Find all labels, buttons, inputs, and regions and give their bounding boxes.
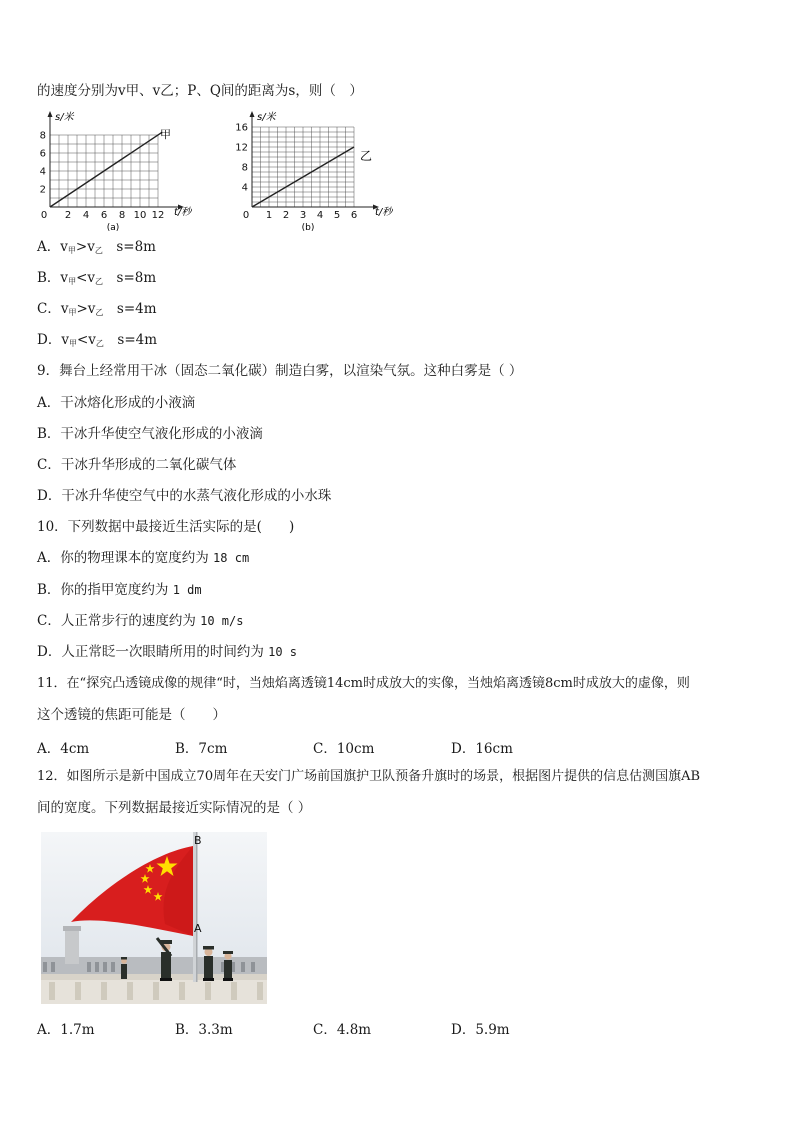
- x-tick-label: 4: [82, 210, 90, 221]
- y-tick-label: 8: [39, 130, 46, 142]
- series-line-jia: [50, 132, 162, 207]
- q12-stem-line2: 间的宽度。下列数据最接近实际情况的是（ ）: [37, 800, 312, 816]
- x-tick-label: 6: [350, 210, 358, 221]
- q10-option-a[interactable]: A．你的物理课本的宽度约为 18 cm: [37, 550, 250, 566]
- flag-raising-photo: [41, 832, 267, 1004]
- label-b: B: [194, 834, 202, 847]
- q10-option-d[interactable]: D．人正常眨一次眼睛所用的时间约为 10 s: [37, 644, 298, 660]
- q11-stem-line2: 这个透镜的焦距可能是（ ）: [37, 707, 226, 723]
- q9-option-a[interactable]: A．干冰熔化形成的小液滴: [37, 395, 196, 411]
- q10-option-c[interactable]: C．人正常步行的速度约为 10 m/s: [37, 613, 244, 629]
- q11-option-a[interactable]: A．4cm: [37, 741, 90, 757]
- y-axis-label: s/米: [257, 112, 276, 123]
- x-tick-label: 10: [133, 210, 147, 221]
- graph-a: [33, 108, 218, 234]
- q9-option-b[interactable]: B．干冰升华使空气液化形成的小液滴: [37, 426, 263, 442]
- series-label-yi: 乙: [360, 149, 373, 163]
- x-tick-label: 2: [282, 210, 290, 221]
- q8-option-b[interactable]: B．$v_甲<v_乙$ s=8m: [37, 270, 157, 286]
- q10-option-b[interactable]: B．你的指甲宽度约为 1 dm: [37, 582, 202, 598]
- x-tick-label: 8: [118, 210, 126, 221]
- y-tick-label: 4: [39, 166, 46, 178]
- q8-option-c[interactable]: C．$v_甲>v_乙$ s=4m: [37, 301, 157, 317]
- x-axis-label: t/秒: [375, 207, 393, 218]
- x-tick-label: 0: [242, 210, 250, 221]
- q11-option-c[interactable]: C．10cm: [313, 741, 375, 757]
- label-a: A: [194, 922, 202, 935]
- q11-option-d[interactable]: D．16cm: [451, 741, 513, 757]
- q11-stem-line1: 11．在“探究凸透镜成像的规律“时，当烛焰离透镜14cm时成放大的实像，当烛焰离透镜8cm时成放大的虚像，则: [37, 676, 690, 691]
- q9-option-d[interactable]: D．干冰升华使空气中的水蒸气液化形成的小水珠: [37, 488, 332, 504]
- x-tick-label: 4: [316, 210, 324, 221]
- x-tick-label: 1: [265, 210, 273, 221]
- x-tick-label: 0: [40, 210, 48, 221]
- x-tick-label: 2: [64, 210, 72, 221]
- x-tick-label: 5: [333, 210, 341, 221]
- y-tick-label: 8: [241, 162, 248, 174]
- y-tick-label: 12: [235, 142, 248, 154]
- series-label-jia: 甲: [160, 128, 171, 141]
- x-tick-label: 12: [151, 210, 165, 221]
- graph-caption-b: (b): [301, 223, 315, 233]
- y-tick-label: 4: [241, 182, 248, 194]
- graph-caption-a: (a): [106, 223, 120, 233]
- q12-option-c[interactable]: C．4.8m: [313, 1022, 372, 1038]
- y-axis-label: s/米: [55, 112, 74, 123]
- q9-stem: 9．舞台上经常用干冰（固态二氧化碳）制造白雾，以渲染气氛。这种白雾是（ ）: [37, 363, 523, 379]
- y-tick-label: 16: [235, 122, 248, 134]
- q12-option-d[interactable]: D．5.9m: [451, 1022, 510, 1038]
- q12-option-b[interactable]: B．3.3m: [175, 1022, 233, 1038]
- graph-b: [233, 108, 408, 234]
- x-tick-label: 6: [100, 210, 108, 221]
- y-tick-label: 6: [39, 148, 46, 160]
- q8-option-d[interactable]: D．$v_甲<v_乙$ s=4m: [37, 332, 158, 348]
- q10-stem: 10．下列数据中最接近生活实际的是( ): [37, 519, 295, 535]
- q8-option-a[interactable]: A．$v_甲>v_乙$ s=8m: [37, 239, 156, 255]
- x-axis-label: t/秒: [174, 207, 192, 218]
- x-tick-label: 3: [299, 210, 307, 221]
- q11-option-b[interactable]: B．7cm: [175, 741, 228, 757]
- q9-option-c[interactable]: C．干冰升华形成的二氧化碳气体: [37, 457, 237, 473]
- q12-stem-line1: 12．如图所示是新中国成立70周年在天安门广场前国旗护卫队预备升旗时的场景，根据图片提供的信息估测国旗AB: [37, 769, 701, 784]
- q12-option-a[interactable]: A．1.7m: [37, 1022, 95, 1038]
- y-tick-label: 2: [39, 184, 46, 196]
- q8-stem-tail: 的速度分别为v甲、v乙；P、Q间的距离为s，则（ ）: [37, 83, 363, 99]
